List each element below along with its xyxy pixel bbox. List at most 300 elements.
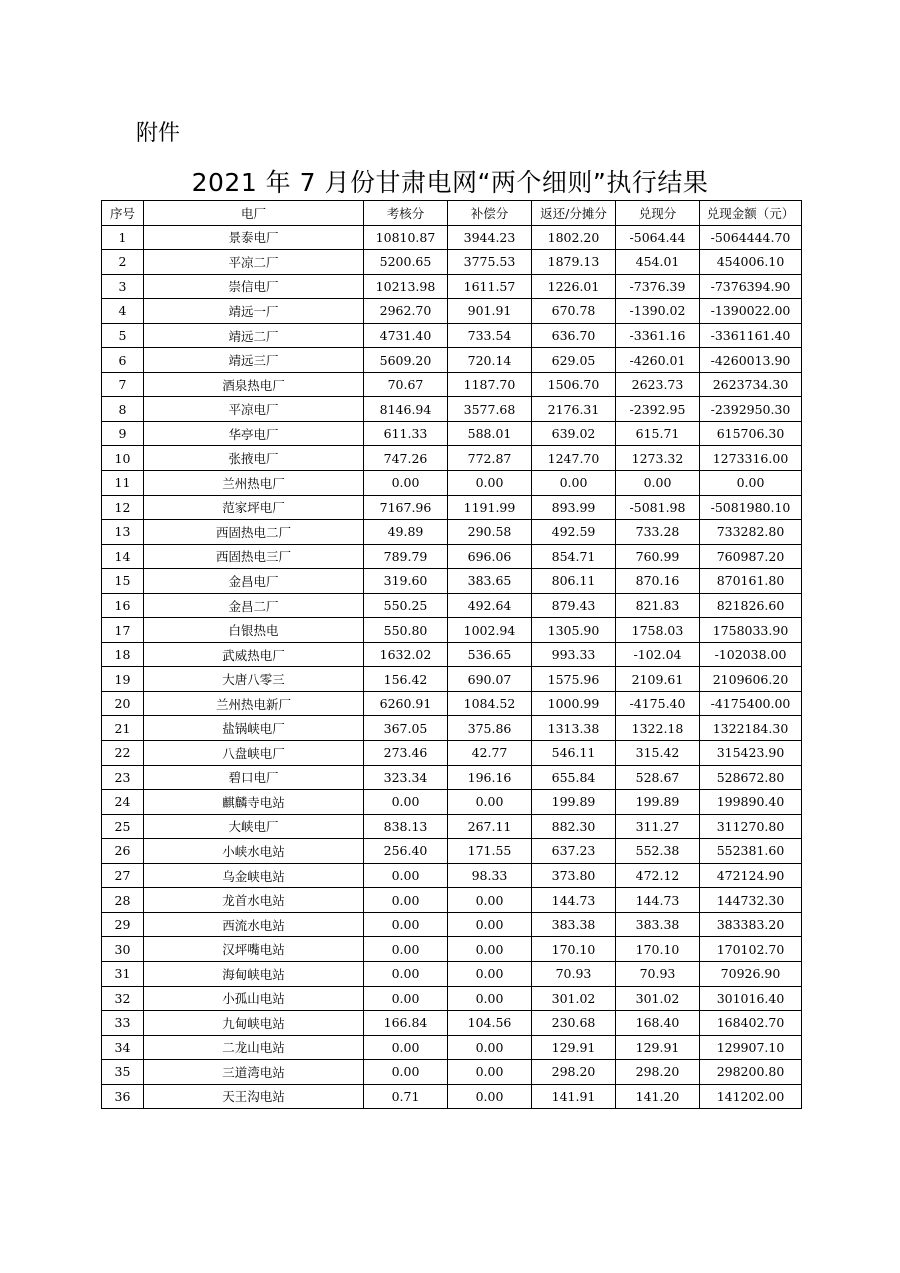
row-index: 1 — [102, 225, 144, 250]
compensation-points: 42.77 — [448, 741, 532, 766]
redeemed-points: 311.27 — [616, 814, 700, 839]
plant-name: 白银热电 — [144, 618, 364, 643]
redeemed-amount: -5081980.10 — [700, 495, 802, 520]
assessment-points: 0.00 — [364, 937, 448, 962]
plant-name: 平凉电厂 — [144, 397, 364, 422]
return-share-points: 383.38 — [532, 912, 616, 937]
return-share-points: 806.11 — [532, 569, 616, 594]
document-title: 2021 年 7 月份甘肃电网“两个细则”执行结果 — [191, 168, 709, 197]
table-row — [102, 323, 802, 348]
plant-name: 张掖电厂 — [144, 446, 364, 471]
compensation-points: 104.56 — [448, 1011, 532, 1036]
redeemed-amount: -102038.00 — [700, 642, 802, 667]
redeemed-amount: 141202.00 — [700, 1084, 802, 1109]
redeemed-points: 315.42 — [616, 741, 700, 766]
row-index: 30 — [102, 937, 144, 962]
assessment-points: 0.00 — [364, 863, 448, 888]
compensation-points: 3944.23 — [448, 225, 532, 250]
return-share-points: 1506.70 — [532, 372, 616, 397]
redeemed-amount: 70926.90 — [700, 961, 802, 986]
redeemed-points: 1758.03 — [616, 618, 700, 643]
row-index: 36 — [102, 1084, 144, 1109]
compensation-points: 588.01 — [448, 421, 532, 446]
compensation-points: 0.00 — [448, 790, 532, 815]
return-share-points: 1802.20 — [532, 225, 616, 250]
plant-name: 华亭电厂 — [144, 421, 364, 446]
return-share-points: 373.80 — [532, 863, 616, 888]
plant-name: 靖远一厂 — [144, 299, 364, 324]
redeemed-amount: 1273316.00 — [700, 446, 802, 471]
row-index: 3 — [102, 274, 144, 299]
row-index: 33 — [102, 1011, 144, 1036]
redeemed-amount: 821826.60 — [700, 593, 802, 618]
return-share-points: 129.91 — [532, 1035, 616, 1060]
redeemed-amount: 129907.10 — [700, 1035, 802, 1060]
compensation-points: 536.65 — [448, 642, 532, 667]
compensation-points: 0.00 — [448, 888, 532, 913]
compensation-points: 1611.57 — [448, 274, 532, 299]
redeemed-amount: -1390022.00 — [700, 299, 802, 324]
compensation-points: 0.00 — [448, 1035, 532, 1060]
redeemed-amount: -4175400.00 — [700, 691, 802, 716]
redeemed-amount: 298200.80 — [700, 1060, 802, 1085]
table-row — [102, 372, 802, 397]
redeemed-amount: 472124.90 — [700, 863, 802, 888]
assessment-points: 6260.91 — [364, 691, 448, 716]
compensation-points: 290.58 — [448, 520, 532, 545]
table-header-row — [102, 201, 802, 226]
header-return-share: 返还/分摊分 — [532, 201, 616, 226]
return-share-points: 670.78 — [532, 299, 616, 324]
compensation-points: 492.64 — [448, 593, 532, 618]
redeemed-amount: -4260013.90 — [700, 348, 802, 373]
plant-name: 靖远三厂 — [144, 348, 364, 373]
redeemed-points: 821.83 — [616, 593, 700, 618]
header-compensation: 补偿分 — [448, 201, 532, 226]
table-row — [102, 520, 802, 545]
redeemed-amount: 552381.60 — [700, 839, 802, 864]
plant-name: 三道湾电站 — [144, 1060, 364, 1085]
row-index: 9 — [102, 421, 144, 446]
redeemed-amount: 383383.20 — [700, 912, 802, 937]
assessment-points: 10213.98 — [364, 274, 448, 299]
table-row — [102, 961, 802, 986]
plant-name: 八盘峡电厂 — [144, 741, 364, 766]
redeemed-amount: 144732.30 — [700, 888, 802, 913]
row-index: 20 — [102, 691, 144, 716]
return-share-points: 1000.99 — [532, 691, 616, 716]
redeemed-points: -3361.16 — [616, 323, 700, 348]
row-index: 25 — [102, 814, 144, 839]
compensation-points: 3775.53 — [448, 250, 532, 275]
compensation-points: 1191.99 — [448, 495, 532, 520]
plant-name: 武威热电厂 — [144, 642, 364, 667]
table-row — [102, 618, 802, 643]
header-index: 序号 — [102, 201, 144, 226]
row-index: 14 — [102, 544, 144, 569]
plant-name: 兰州热电厂 — [144, 471, 364, 496]
compensation-points: 98.33 — [448, 863, 532, 888]
redeemed-points: 301.02 — [616, 986, 700, 1011]
return-share-points: 144.73 — [532, 888, 616, 913]
assessment-points: 5609.20 — [364, 348, 448, 373]
row-index: 16 — [102, 593, 144, 618]
compensation-points: 901.91 — [448, 299, 532, 324]
table-row — [102, 1060, 802, 1085]
redeemed-points: 144.73 — [616, 888, 700, 913]
compensation-points: 196.16 — [448, 765, 532, 790]
table-row — [102, 299, 802, 324]
row-index: 31 — [102, 961, 144, 986]
return-share-points: 1247.70 — [532, 446, 616, 471]
table-row — [102, 471, 802, 496]
table-row — [102, 814, 802, 839]
redeemed-amount: 2623734.30 — [700, 372, 802, 397]
compensation-points: 0.00 — [448, 1060, 532, 1085]
plant-name: 汉坪嘴电站 — [144, 937, 364, 962]
redeemed-points: -5081.98 — [616, 495, 700, 520]
redeemed-points: 141.20 — [616, 1084, 700, 1109]
assessment-points: 0.00 — [364, 790, 448, 815]
assessment-points: 550.80 — [364, 618, 448, 643]
plant-name: 金昌电厂 — [144, 569, 364, 594]
redeemed-points: -1390.02 — [616, 299, 700, 324]
table-row — [102, 274, 802, 299]
assessment-points: 319.60 — [364, 569, 448, 594]
assessment-points: 0.00 — [364, 471, 448, 496]
redeemed-points: 2109.61 — [616, 667, 700, 692]
return-share-points: 655.84 — [532, 765, 616, 790]
redeemed-amount: 2109606.20 — [700, 667, 802, 692]
redeemed-points: 170.10 — [616, 937, 700, 962]
row-index: 7 — [102, 372, 144, 397]
compensation-points: 690.07 — [448, 667, 532, 692]
plant-name: 麒麟寺电站 — [144, 790, 364, 815]
plant-name: 龙首水电站 — [144, 888, 364, 913]
redeemed-points: 0.00 — [616, 471, 700, 496]
assessment-points: 0.71 — [364, 1084, 448, 1109]
return-share-points: 639.02 — [532, 421, 616, 446]
return-share-points: 546.11 — [532, 741, 616, 766]
redeemed-amount: 454006.10 — [700, 250, 802, 275]
assessment-points: 611.33 — [364, 421, 448, 446]
table-row — [102, 446, 802, 471]
assessment-points: 789.79 — [364, 544, 448, 569]
row-index: 24 — [102, 790, 144, 815]
return-share-points: 0.00 — [532, 471, 616, 496]
assessment-points: 838.13 — [364, 814, 448, 839]
row-index: 35 — [102, 1060, 144, 1085]
table-row — [102, 986, 802, 1011]
redeemed-points: -7376.39 — [616, 274, 700, 299]
plant-name: 海甸峡电站 — [144, 961, 364, 986]
return-share-points: 636.70 — [532, 323, 616, 348]
compensation-points: 0.00 — [448, 986, 532, 1011]
return-share-points: 1313.38 — [532, 716, 616, 741]
row-index: 5 — [102, 323, 144, 348]
redeemed-points: -4175.40 — [616, 691, 700, 716]
assessment-points: 367.05 — [364, 716, 448, 741]
redeemed-points: 870.16 — [616, 569, 700, 594]
redeemed-amount: 315423.90 — [700, 741, 802, 766]
row-index: 19 — [102, 667, 144, 692]
redeemed-points: 1322.18 — [616, 716, 700, 741]
plant-name: 西固热电三厂 — [144, 544, 364, 569]
assessment-points: 10810.87 — [364, 225, 448, 250]
table-row — [102, 397, 802, 422]
assessment-points: 166.84 — [364, 1011, 448, 1036]
table-row — [102, 593, 802, 618]
table-row — [102, 741, 802, 766]
row-index: 6 — [102, 348, 144, 373]
assessment-points: 0.00 — [364, 1060, 448, 1085]
return-share-points: 141.91 — [532, 1084, 616, 1109]
table-row — [102, 421, 802, 446]
redeemed-points: 760.99 — [616, 544, 700, 569]
redeemed-amount: 168402.70 — [700, 1011, 802, 1036]
assessment-points: 747.26 — [364, 446, 448, 471]
row-index: 22 — [102, 741, 144, 766]
compensation-points: 0.00 — [448, 1084, 532, 1109]
compensation-points: 0.00 — [448, 912, 532, 937]
redeemed-amount: -7376394.90 — [700, 274, 802, 299]
plant-name: 二龙山电站 — [144, 1035, 364, 1060]
plant-name: 酒泉热电厂 — [144, 372, 364, 397]
return-share-points: 199.89 — [532, 790, 616, 815]
assessment-points: 0.00 — [364, 986, 448, 1011]
return-share-points: 230.68 — [532, 1011, 616, 1036]
redeemed-points: -5064.44 — [616, 225, 700, 250]
table-row — [102, 1035, 802, 1060]
compensation-points: 1187.70 — [448, 372, 532, 397]
compensation-points: 3577.68 — [448, 397, 532, 422]
return-share-points: 629.05 — [532, 348, 616, 373]
redeemed-points: -4260.01 — [616, 348, 700, 373]
compensation-points: 696.06 — [448, 544, 532, 569]
plant-name: 小峡水电站 — [144, 839, 364, 864]
plant-name: 大唐八零三 — [144, 667, 364, 692]
row-index: 34 — [102, 1035, 144, 1060]
assessment-points: 8146.94 — [364, 397, 448, 422]
assessment-points: 273.46 — [364, 741, 448, 766]
row-index: 17 — [102, 618, 144, 643]
row-index: 10 — [102, 446, 144, 471]
compensation-points: 0.00 — [448, 471, 532, 496]
redeemed-amount: -5064444.70 — [700, 225, 802, 250]
row-index: 23 — [102, 765, 144, 790]
assessment-points: 7167.96 — [364, 495, 448, 520]
redeemed-amount: -2392950.30 — [700, 397, 802, 422]
redeemed-amount: 1322184.30 — [700, 716, 802, 741]
compensation-points: 0.00 — [448, 937, 532, 962]
redeemed-points: 472.12 — [616, 863, 700, 888]
table-row — [102, 1084, 802, 1109]
plant-name: 西流水电站 — [144, 912, 364, 937]
compensation-points: 0.00 — [448, 961, 532, 986]
redeemed-points: -102.04 — [616, 642, 700, 667]
compensation-points: 375.86 — [448, 716, 532, 741]
table-row — [102, 888, 802, 913]
compensation-points: 720.14 — [448, 348, 532, 373]
plant-name: 乌金峡电站 — [144, 863, 364, 888]
table-row — [102, 642, 802, 667]
table-row — [102, 863, 802, 888]
table-body — [102, 225, 802, 1109]
assessment-points: 0.00 — [364, 888, 448, 913]
compensation-points: 772.87 — [448, 446, 532, 471]
plant-name: 盐锅峡电厂 — [144, 716, 364, 741]
redeemed-points: 552.38 — [616, 839, 700, 864]
plant-name: 金昌二厂 — [144, 593, 364, 618]
table-row — [102, 691, 802, 716]
redeemed-amount: 615706.30 — [700, 421, 802, 446]
table-row — [102, 348, 802, 373]
redeemed-points: 2623.73 — [616, 372, 700, 397]
table-row — [102, 667, 802, 692]
row-index: 13 — [102, 520, 144, 545]
assessment-points: 5200.65 — [364, 250, 448, 275]
assessment-points: 0.00 — [364, 912, 448, 937]
table-row — [102, 544, 802, 569]
return-share-points: 637.23 — [532, 839, 616, 864]
return-share-points: 893.99 — [532, 495, 616, 520]
plant-name: 范家坪电厂 — [144, 495, 364, 520]
redeemed-points: 733.28 — [616, 520, 700, 545]
row-index: 11 — [102, 471, 144, 496]
row-index: 26 — [102, 839, 144, 864]
row-index: 12 — [102, 495, 144, 520]
assessment-points: 323.34 — [364, 765, 448, 790]
redeemed-points: 70.93 — [616, 961, 700, 986]
assessment-points: 550.25 — [364, 593, 448, 618]
assessment-points: 2962.70 — [364, 299, 448, 324]
return-share-points: 1575.96 — [532, 667, 616, 692]
attachment-label: 附件 — [136, 121, 181, 146]
table-row — [102, 839, 802, 864]
assessment-points: 0.00 — [364, 961, 448, 986]
row-index: 28 — [102, 888, 144, 913]
table-row — [102, 225, 802, 250]
redeemed-amount: 170102.70 — [700, 937, 802, 962]
redeemed-points: 129.91 — [616, 1035, 700, 1060]
redeemed-points: 1273.32 — [616, 446, 700, 471]
row-index: 2 — [102, 250, 144, 275]
compensation-points: 733.54 — [448, 323, 532, 348]
return-share-points: 492.59 — [532, 520, 616, 545]
return-share-points: 854.71 — [532, 544, 616, 569]
redeemed-amount: 760987.20 — [700, 544, 802, 569]
header-redeemed-amount: 兑现金额（元） — [700, 201, 802, 226]
header-plant: 电厂 — [144, 201, 364, 226]
redeemed-amount: 0.00 — [700, 471, 802, 496]
header-redeemed-points: 兑现分 — [616, 201, 700, 226]
redeemed-amount: -3361161.40 — [700, 323, 802, 348]
return-share-points: 170.10 — [532, 937, 616, 962]
plant-name: 九甸峡电站 — [144, 1011, 364, 1036]
assessment-points: 49.89 — [364, 520, 448, 545]
table-row — [102, 495, 802, 520]
table-row — [102, 716, 802, 741]
row-index: 8 — [102, 397, 144, 422]
compensation-points: 1084.52 — [448, 691, 532, 716]
return-share-points: 301.02 — [532, 986, 616, 1011]
redeemed-points: 168.40 — [616, 1011, 700, 1036]
return-share-points: 1226.01 — [532, 274, 616, 299]
redeemed-points: 383.38 — [616, 912, 700, 937]
plant-name: 碧口电厂 — [144, 765, 364, 790]
header-assessment: 考核分 — [364, 201, 448, 226]
table-row — [102, 1011, 802, 1036]
assessment-points: 70.67 — [364, 372, 448, 397]
compensation-points: 171.55 — [448, 839, 532, 864]
table-row — [102, 937, 802, 962]
plant-name: 大峡电厂 — [144, 814, 364, 839]
redeemed-points: 528.67 — [616, 765, 700, 790]
assessment-points: 4731.40 — [364, 323, 448, 348]
compensation-points: 267.11 — [448, 814, 532, 839]
plant-name: 西固热电二厂 — [144, 520, 364, 545]
redeemed-amount: 528672.80 — [700, 765, 802, 790]
plant-name: 平凉二厂 — [144, 250, 364, 275]
plant-name: 天王沟电站 — [144, 1084, 364, 1109]
results-table — [101, 200, 802, 1109]
redeemed-points: 615.71 — [616, 421, 700, 446]
table-row — [102, 250, 802, 275]
row-index: 4 — [102, 299, 144, 324]
plant-name: 小孤山电站 — [144, 986, 364, 1011]
plant-name: 景泰电厂 — [144, 225, 364, 250]
compensation-points: 1002.94 — [448, 618, 532, 643]
return-share-points: 993.33 — [532, 642, 616, 667]
return-share-points: 1879.13 — [532, 250, 616, 275]
table-row — [102, 765, 802, 790]
assessment-points: 256.40 — [364, 839, 448, 864]
assessment-points: 156.42 — [364, 667, 448, 692]
return-share-points: 882.30 — [532, 814, 616, 839]
redeemed-amount: 870161.80 — [700, 569, 802, 594]
table-row — [102, 790, 802, 815]
compensation-points: 383.65 — [448, 569, 532, 594]
row-index: 18 — [102, 642, 144, 667]
table-row — [102, 569, 802, 594]
row-index: 21 — [102, 716, 144, 741]
plant-name: 兰州热电新厂 — [144, 691, 364, 716]
row-index: 27 — [102, 863, 144, 888]
redeemed-points: 298.20 — [616, 1060, 700, 1085]
return-share-points: 70.93 — [532, 961, 616, 986]
redeemed-amount: 301016.40 — [700, 986, 802, 1011]
return-share-points: 2176.31 — [532, 397, 616, 422]
row-index: 32 — [102, 986, 144, 1011]
row-index: 29 — [102, 912, 144, 937]
plant-name: 崇信电厂 — [144, 274, 364, 299]
assessment-points: 1632.02 — [364, 642, 448, 667]
return-share-points: 1305.90 — [532, 618, 616, 643]
redeemed-points: 454.01 — [616, 250, 700, 275]
return-share-points: 298.20 — [532, 1060, 616, 1085]
row-index: 15 — [102, 569, 144, 594]
redeemed-amount: 733282.80 — [700, 520, 802, 545]
plant-name: 靖远二厂 — [144, 323, 364, 348]
redeemed-amount: 311270.80 — [700, 814, 802, 839]
table-row — [102, 912, 802, 937]
redeemed-points: 199.89 — [616, 790, 700, 815]
assessment-points: 0.00 — [364, 1035, 448, 1060]
redeemed-amount: 199890.40 — [700, 790, 802, 815]
redeemed-amount: 1758033.90 — [700, 618, 802, 643]
return-share-points: 879.43 — [532, 593, 616, 618]
redeemed-points: -2392.95 — [616, 397, 700, 422]
